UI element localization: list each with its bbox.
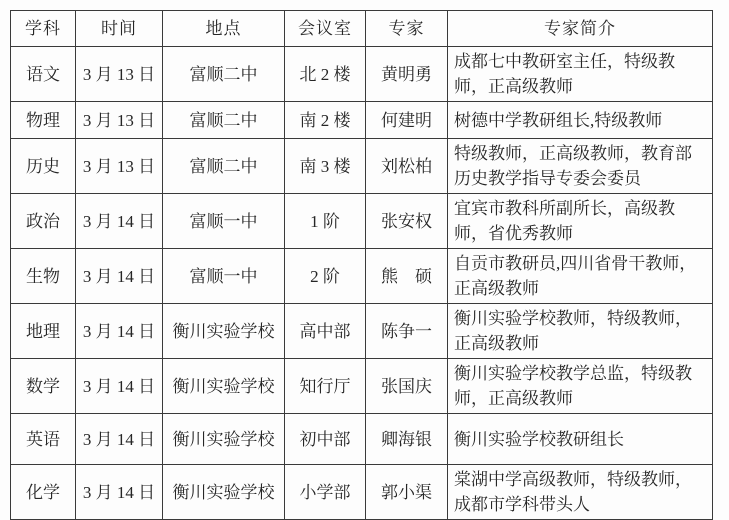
cell-bio: 衡川实验学校教研组长 [448,414,713,465]
cell-bio: 衡川实验学校教学总监，特级教师，正高级教师 [448,359,713,414]
cell-subject: 历史 [11,139,76,194]
cell-expert: 刘松柏 [366,139,448,194]
expert-schedule-table [10,10,713,520]
cell-room: 1 阶 [285,194,366,249]
cell-room: 初中部 [285,414,366,465]
cell-expert: 何建明 [366,102,448,139]
cell-subject: 数学 [11,359,76,414]
cell-venue: 衡川实验学校 [163,465,285,520]
cell-date: 3 月 14 日 [76,414,163,465]
cell-date: 3 月 14 日 [76,304,163,359]
cell-room: 高中部 [285,304,366,359]
cell-bio: 棠湖中学高级教师，特级教师，成都市学科带头人 [448,465,713,520]
cell-bio: 宜宾市教科所副所长，高级教师，省优秀教师 [448,194,713,249]
cell-expert: 熊 硕 [366,249,448,304]
table-row [11,47,713,102]
header-room: 会议室 [285,11,366,47]
cell-venue: 富顺二中 [163,47,285,102]
cell-room: 南 2 楼 [285,102,366,139]
cell-subject: 物理 [11,102,76,139]
cell-date: 3 月 14 日 [76,249,163,304]
header-expert: 专家 [366,11,448,47]
table-row [11,465,713,520]
cell-subject: 政治 [11,194,76,249]
cell-expert: 卿海银 [366,414,448,465]
cell-subject: 英语 [11,414,76,465]
header-venue: 地点 [163,11,285,47]
cell-subject: 地理 [11,304,76,359]
cell-date: 3 月 13 日 [76,47,163,102]
cell-room: 小学部 [285,465,366,520]
header-subject: 学科 [11,11,76,47]
cell-venue: 富顺一中 [163,194,285,249]
cell-expert: 郭小渠 [366,465,448,520]
cell-room: 北 2 楼 [285,47,366,102]
cell-date: 3 月 14 日 [76,194,163,249]
table-header [11,11,713,47]
header-date: 时间 [76,11,163,47]
expert-schedule-table-container [10,10,713,520]
table-row [11,139,713,194]
header-bio: 专家简介 [448,11,713,47]
cell-venue: 衡川实验学校 [163,304,285,359]
cell-room: 南 3 楼 [285,139,366,194]
cell-date: 3 月 13 日 [76,139,163,194]
cell-subject: 化学 [11,465,76,520]
table-row [11,359,713,414]
cell-venue: 富顺一中 [163,249,285,304]
cell-bio: 树德中学教研组长,特级教师 [448,102,713,139]
cell-subject: 生物 [11,249,76,304]
cell-expert: 陈争一 [366,304,448,359]
cell-venue: 衡川实验学校 [163,359,285,414]
table-row [11,304,713,359]
cell-date: 3 月 14 日 [76,359,163,414]
header-row [11,11,713,47]
cell-room: 知行厅 [285,359,366,414]
cell-date: 3 月 14 日 [76,465,163,520]
cell-expert: 黄明勇 [366,47,448,102]
cell-room: 2 阶 [285,249,366,304]
cell-venue: 富顺二中 [163,139,285,194]
cell-venue: 衡川实验学校 [163,414,285,465]
table-row [11,194,713,249]
table-row [11,102,713,139]
table-row [11,249,713,304]
cell-bio: 特级教师，正高级教师，教育部历史教学指导专委会委员 [448,139,713,194]
cell-bio: 成都七中教研室主任，特级教师，正高级教师 [448,47,713,102]
table-body [11,47,713,520]
table-row [11,414,713,465]
cell-expert: 张安权 [366,194,448,249]
cell-venue: 富顺二中 [163,102,285,139]
cell-subject: 语文 [11,47,76,102]
cell-expert: 张国庆 [366,359,448,414]
cell-bio: 自贡市教研员,四川省骨干教师，正高级教师 [448,249,713,304]
cell-date: 3 月 13 日 [76,102,163,139]
cell-bio: 衡川实验学校教师，特级教师，正高级教师 [448,304,713,359]
